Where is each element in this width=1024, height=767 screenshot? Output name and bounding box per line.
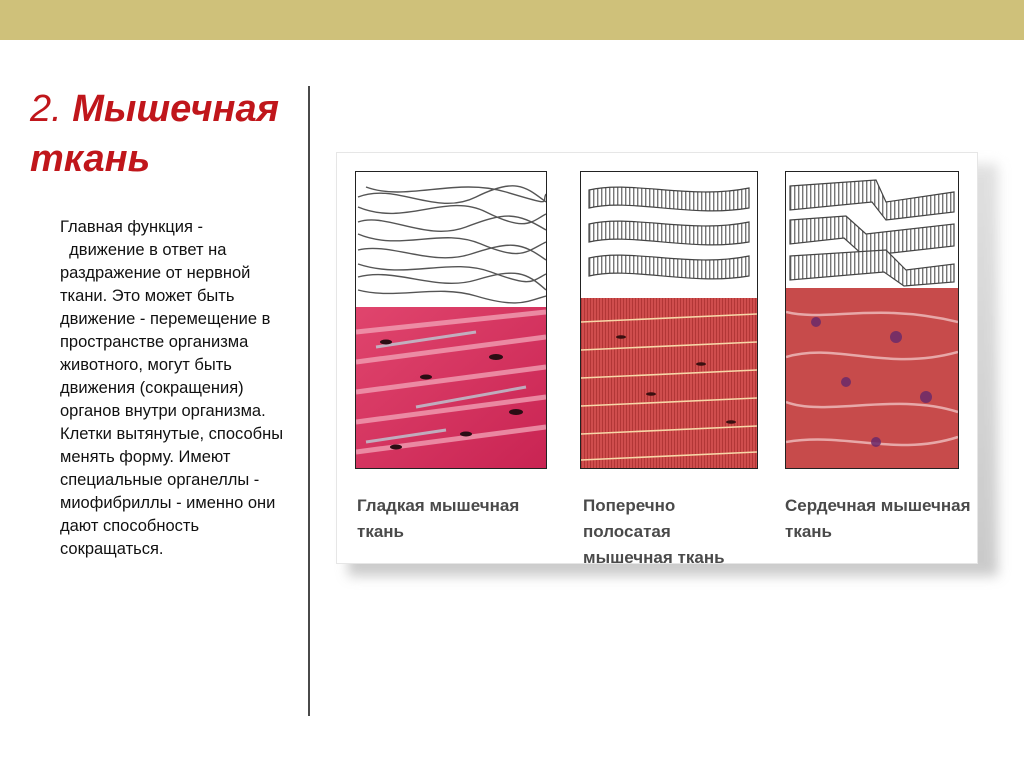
caption-smooth: Гладкая мышечная ткань [357,496,520,541]
caption-striated: Поперечно полосатая мышечная ткань [583,496,725,567]
body-text: Главная функция - движение в ответ на раздражение от нервной ткани. Это может быть движение - перемещение в пространстве организма животного, могут быть движения (сокращения) органов внутри организма. Клетки вытянутые, способны менять форму. Имеют специальные органеллы - миофибриллы - именно они дают способность сокращаться. [60,218,284,558]
caption-cardiac: Сердечная мышечная ткань [785,496,971,541]
muscle-tissue-figure [336,152,978,567]
smooth-muscle-panel [355,171,547,469]
cardiac-muscle-illustration [786,172,958,468]
smooth-muscle-illustration [356,172,546,468]
slide-title [30,84,300,184]
top-accent-bar [0,0,1024,40]
striated-muscle-panel [580,171,758,469]
striated-muscle-illustration [581,172,757,468]
vertical-divider [308,86,310,716]
title-text: Мышечная ткань [30,88,279,180]
title-number: 2. [30,88,62,130]
cardiac-muscle-panel [785,171,959,469]
